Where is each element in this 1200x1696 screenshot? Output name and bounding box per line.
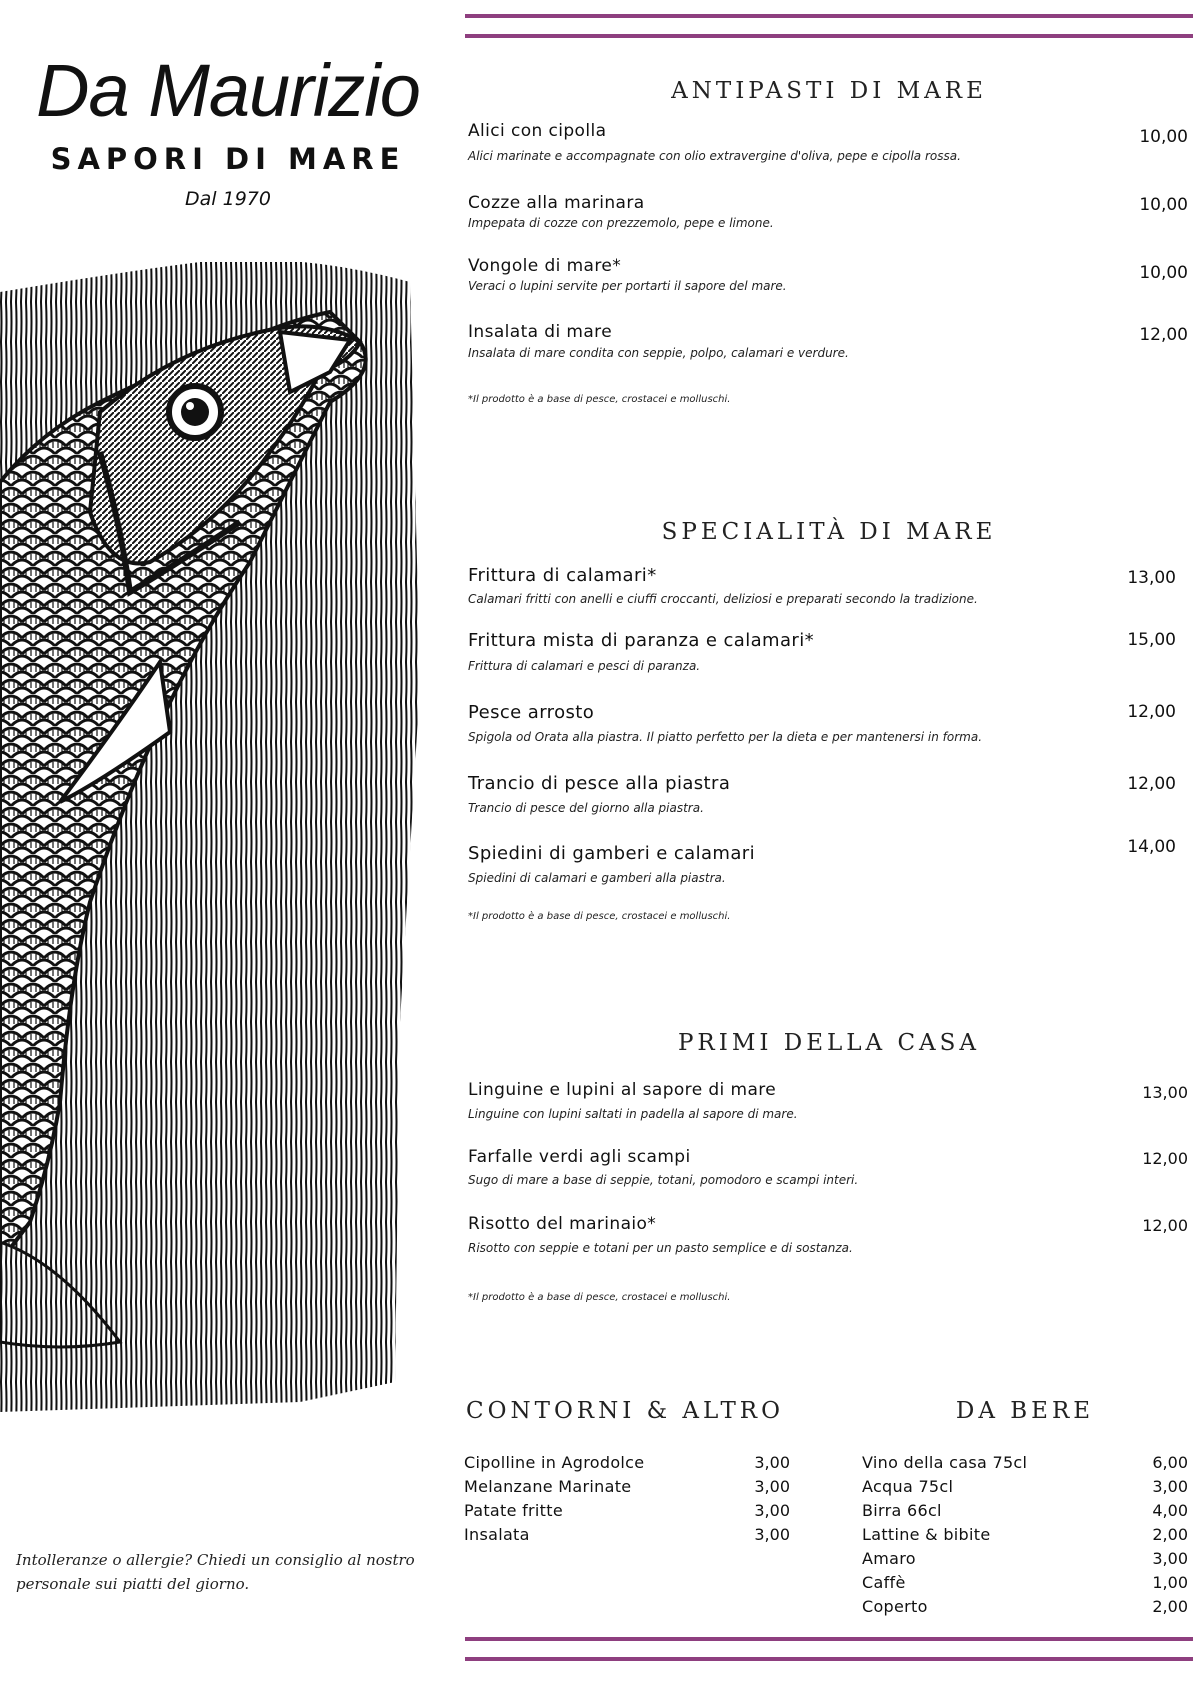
side-dish-name: Cipolline in Agrodolce xyxy=(464,1453,645,1472)
drink-name: Lattine & bibite xyxy=(862,1525,991,1544)
section-title-specialita: SPECIALITÀ DI MARE xyxy=(661,519,997,545)
menu-item-price: 14,00 xyxy=(1127,837,1176,857)
menu-item-description: Frittura di calamari e pesci di paranza. xyxy=(468,659,701,673)
drink-price: 3,00 xyxy=(1152,1549,1188,1568)
fish-engraving-illustration xyxy=(0,262,428,1422)
section-title-antipasti: ANTIPASTI DI MARE xyxy=(671,78,987,104)
section-title-primi: PRIMI DELLA CASA xyxy=(677,1030,981,1056)
menu-item-description: Linguine con lupini saltati in padella al sapore di mare. xyxy=(468,1107,798,1121)
menu-item-name: Vongole di mare* xyxy=(468,256,622,276)
menu-item-description: Spigola od Orata alla piastra. Il piatto perfetto per la dieta e per mantenersi in forma. xyxy=(468,730,983,744)
menu-item-description: Trancio di pesce del giorno alla piastra. xyxy=(468,801,704,815)
menu-item-price: 13,00 xyxy=(1127,568,1176,588)
side-dish-name: Insalata xyxy=(464,1525,530,1544)
side-dish-price: 3,00 xyxy=(754,1525,790,1544)
menu-item-name: Frittura mista di paranza e calamari* xyxy=(468,630,815,651)
section-title-contorni: CONTORNI & ALTRO xyxy=(466,1398,784,1424)
menu-item-description: Insalata di mare condita con seppie, polpo, calamari e verdure. xyxy=(468,346,849,360)
menu-item-description: Veraci o lupini servite per portarti il sapore del mare. xyxy=(468,279,787,293)
menu-item-price: 12,00 xyxy=(1127,702,1176,722)
drink-name: Coperto xyxy=(862,1597,928,1616)
allergen-footnote: *Il prodotto è a base di pesce, crostacei e molluschi. xyxy=(468,1292,731,1303)
menu-item-price: 10,00 xyxy=(1139,263,1188,283)
menu-item-price: 10,00 xyxy=(1139,127,1188,147)
drink-name: Amaro xyxy=(862,1549,916,1568)
menu-item-name: Frittura di calamari* xyxy=(468,565,657,586)
menu-item-name: Insalata di mare xyxy=(468,322,613,342)
drink-price: 1,00 xyxy=(1152,1573,1188,1592)
top-rule-1 xyxy=(465,14,1193,18)
menu-item-description: Impepata di cozze con prezzemolo, pepe e limone. xyxy=(468,216,774,230)
menu-item-name: Spiedini di gamberi e calamari xyxy=(468,843,755,864)
drink-price: 2,00 xyxy=(1152,1597,1188,1616)
top-rule-2 xyxy=(465,34,1193,38)
bottom-rule-2 xyxy=(465,1657,1193,1661)
menu-item-description: Sugo di mare a base di seppie, totani, pomodoro e scampi interi. xyxy=(468,1173,859,1187)
menu-item-price: 10,00 xyxy=(1139,195,1188,215)
drink-name: Caffè xyxy=(862,1573,906,1592)
drink-price: 6,00 xyxy=(1152,1453,1188,1472)
menu-item-name: Cozze alla marinara xyxy=(468,193,645,213)
founding-year: Dal 1970 xyxy=(185,188,271,210)
drink-name: Birra 66cl xyxy=(862,1501,942,1520)
side-dish-name: Melanzane Marinate xyxy=(464,1477,632,1496)
restaurant-tagline: SAPORI DI MARE xyxy=(50,142,406,176)
menu-item-price: 12,00 xyxy=(1142,1149,1188,1168)
allergen-footnote: *Il prodotto è a base di pesce, crostacei e molluschi. xyxy=(468,394,731,405)
drink-price: 2,00 xyxy=(1152,1525,1188,1544)
side-dish-price: 3,00 xyxy=(754,1477,790,1496)
drink-name: Vino della casa 75cl xyxy=(862,1453,1028,1472)
drink-price: 4,00 xyxy=(1152,1501,1188,1520)
menu-item-price: 12,00 xyxy=(1127,774,1176,794)
menu-item-name: Pesce arrosto xyxy=(468,702,595,723)
menu-item-name: Risotto del marinaio* xyxy=(468,1214,657,1234)
restaurant-name: Da Maurizio xyxy=(36,49,420,132)
bottom-rule-1 xyxy=(465,1637,1193,1641)
section-title-bere: DA BERE xyxy=(955,1398,1095,1424)
side-dish-name: Patate fritte xyxy=(464,1501,563,1520)
menu-item-price: 12,00 xyxy=(1142,1216,1188,1235)
menu-item-price: 15,00 xyxy=(1127,630,1176,650)
menu-item-description: Risotto con seppie e totani per un pasto semplice e di sostanza. xyxy=(468,1241,853,1255)
menu-item-name: Alici con cipolla xyxy=(468,121,607,141)
menu-item-name: Trancio di pesce alla piastra xyxy=(468,773,731,794)
side-dish-price: 3,00 xyxy=(754,1501,790,1520)
side-dish-price: 3,00 xyxy=(754,1453,790,1472)
drink-price: 3,00 xyxy=(1152,1477,1188,1496)
allergen-footnote: *Il prodotto è a base di pesce, crostacei e molluschi. xyxy=(468,911,731,922)
menu-item-description: Spiedini di calamari e gamberi alla piastra. xyxy=(468,871,726,885)
allergy-note: Intolleranze o allergie? Chiedi un consiglio al nostro personale sui piatti del giorno. xyxy=(16,1551,415,1593)
menu-item-price: 12,00 xyxy=(1139,325,1188,345)
menu-item-description: Calamari fritti con anelli e ciuffi croccanti, deliziosi e preparati secondo la tradizione. xyxy=(468,592,978,606)
menu-item-description: Alici marinate e accompagnate con olio extravergine d'oliva, pepe e cipolla rossa. xyxy=(468,149,961,163)
menu-item-price: 13,00 xyxy=(1142,1083,1188,1102)
menu-item-name: Farfalle verdi agli scampi xyxy=(468,1147,691,1167)
menu-item-name: Linguine e lupini al sapore di mare xyxy=(468,1080,777,1100)
drink-name: Acqua 75cl xyxy=(862,1477,954,1496)
